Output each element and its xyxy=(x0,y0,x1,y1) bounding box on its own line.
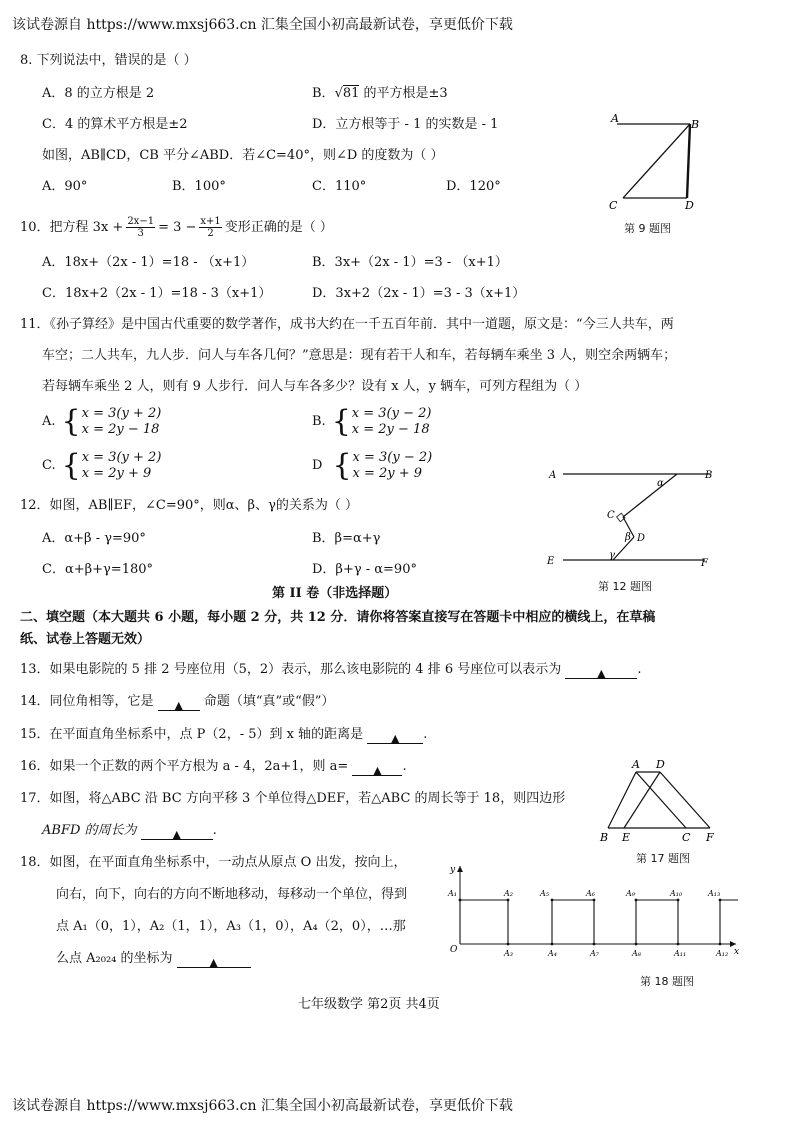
q18-point-label: A₁ xyxy=(448,889,457,898)
q10-option-a: A．18x+（2x - 1）=18 - （x+1） xyxy=(42,255,255,270)
q17-line-2 xyxy=(42,822,217,840)
q11-option-d-label: D xyxy=(312,458,323,473)
q17-label-c: C xyxy=(682,831,691,844)
q9-stem: 如图，AB∥CD，CB 平分∠ABD．若∠C=40°，则∠D 的度数为（ ） xyxy=(42,148,444,163)
q10-option-d: D．3x+2（2x - 1）=3 - 3（x+1） xyxy=(312,286,526,301)
q17-figure xyxy=(594,756,720,844)
q18-point xyxy=(719,899,722,902)
q18-label-x: x xyxy=(734,947,740,957)
q9-label-d: D xyxy=(685,199,694,210)
q12-label-a: A xyxy=(549,470,557,481)
q18-caption: 第 18 题图 xyxy=(640,975,694,988)
q10-stem-pre: 10．把方程 3x + xyxy=(20,219,124,235)
brace-symbol: { xyxy=(332,448,352,483)
q10-frac2-num: x+1 xyxy=(200,216,221,227)
q12-option-b: B．β=α+γ xyxy=(312,531,381,546)
q11-d-eq1: x = 3(y − 2) xyxy=(352,450,433,465)
q8-option-b-radicand: 81 xyxy=(342,86,360,101)
q11-option-c-system xyxy=(82,450,162,482)
q18-point-label: A₁₁ xyxy=(674,949,687,958)
q12-stem: 12．如图，AB∥EF，∠C=90°，则α、β、γ的关系为（ ） xyxy=(20,498,358,513)
q18-point xyxy=(551,899,554,902)
brace-symbol: { xyxy=(61,448,81,483)
q9-figure xyxy=(605,110,715,210)
q16-text-end: . xyxy=(402,759,407,774)
q18-point-label: A₄ xyxy=(548,949,557,958)
q9-option-c: C．110° xyxy=(312,179,367,194)
q12-label-e: E xyxy=(547,556,555,567)
q11-option-b-label: B. xyxy=(312,414,326,429)
q18-line-1: 18．如图，在平面直角坐标系中，一动点从原点 O 出发，按向上， xyxy=(20,855,407,870)
page-number: 七年级数学 第2页 共4页 xyxy=(298,997,440,1012)
q15-text-end: . xyxy=(423,727,428,742)
q14-text: 14．同位角相等，它是 xyxy=(20,694,154,709)
q12-label-f: F xyxy=(701,558,708,569)
q8-option-d: D．立方根等于 - 1 的实数是 - 1 xyxy=(312,117,499,132)
q9-label-b: B xyxy=(691,118,700,131)
q12-option-d: D．β+γ - α=90° xyxy=(312,562,417,577)
q18-point xyxy=(507,899,510,902)
q11-a-eq2: x = 2y − 18 xyxy=(81,422,160,437)
q17-label-d: D xyxy=(656,758,665,771)
q9-option-d: D．120° xyxy=(446,179,501,194)
q18-line-4 xyxy=(56,950,251,968)
q18-point-label: A₁₀ xyxy=(670,889,683,898)
q9-option-b: B．100° xyxy=(172,179,226,194)
q11-b-eq1: x = 3(y − 2) xyxy=(351,406,432,421)
q11-option-d-system xyxy=(353,450,433,482)
answer-marker-icon: ▲ xyxy=(174,699,183,712)
answer-marker-icon: ▲ xyxy=(172,828,181,841)
q10-frac2-den: 2 xyxy=(207,228,214,239)
q8-option-c: C．4 的算术平方根是±2 xyxy=(42,117,188,132)
q10-stem-post: 变形正确的是（ ） xyxy=(224,219,333,235)
q10-frac1-den: 3 xyxy=(137,228,144,239)
section-2-instructions-1: 二、填空题（本大题共 6 小题，每小题 2 分，共 12 分．请你将答案直接写在答题卡中相应的横线上，在草稿 xyxy=(20,610,656,625)
answer-marker-icon: ▲ xyxy=(373,764,382,777)
q17-line-1: 17．如图，将△ABC 沿 BC 方向平移 3 个单位得△DEF，若△ABC 的周长等于 18，则四边形 xyxy=(20,791,566,806)
section-2-title: 第 II 卷（非选择题） xyxy=(272,586,398,601)
q18-point xyxy=(635,943,638,946)
q18-bottom-labels xyxy=(503,943,728,958)
q9-option-a: A．90° xyxy=(42,179,88,194)
q17-label-b: B xyxy=(600,831,609,844)
q18-point xyxy=(593,899,596,902)
q18-point xyxy=(677,899,680,902)
q12-label-beta: β xyxy=(625,532,631,543)
q11-c-eq2: x = 2y + 9 xyxy=(81,466,152,481)
brace-symbol: { xyxy=(61,404,81,439)
q16-text: 16．如果一个正数的两个平方根为 a - 4，2a+1，则 a= xyxy=(20,759,349,774)
brace-symbol: { xyxy=(331,404,351,439)
q16-answer-blank xyxy=(352,761,402,776)
q18-figure xyxy=(446,862,746,962)
q10-option-b: B．3x+（2x - 1）=3 - （x+1） xyxy=(312,255,508,270)
q8-option-b-label: B． xyxy=(312,86,335,101)
q12-label-d: D xyxy=(637,533,646,544)
q18-point-label: A₂ xyxy=(504,889,513,898)
q18-point xyxy=(551,943,554,946)
q12-figure xyxy=(545,462,720,574)
q11-option-a-label: A. xyxy=(42,414,56,429)
q11-line-3: 若每辆车乘坐 2 人，则有 9 人步行．问人与车各多少？设有 x 人，y 辆车，可列方程组为（ ） xyxy=(42,379,588,394)
q11-a-eq1: x = 3(y + 2) xyxy=(81,406,162,421)
q18-point-label: A₇ xyxy=(590,949,599,958)
q14 xyxy=(20,693,334,711)
answer-marker-icon: ▲ xyxy=(597,667,606,680)
q10-stem xyxy=(20,216,333,239)
q13-answer-blank xyxy=(565,664,637,679)
q13 xyxy=(20,661,642,679)
q18-point-label: A₁₃ xyxy=(708,889,721,898)
q17-caption: 第 17 题图 xyxy=(636,852,690,865)
page-footer: 该试卷源自 https://www.mxsj663.cn 汇集全国小初高最新试卷，享更低价下载 xyxy=(12,1098,513,1114)
answer-marker-icon: ▲ xyxy=(391,732,400,745)
q18-point-label: A₈ xyxy=(632,949,641,958)
q9-label-c: C xyxy=(609,199,618,210)
section-2-instructions-2: 纸、试卷上答题无效） xyxy=(20,632,151,647)
q8-option-b-text: 的平方根是±3 xyxy=(359,86,448,101)
q18-point-label: A₃ xyxy=(504,949,513,958)
q17-label-e: E xyxy=(622,831,631,844)
q8-option-b xyxy=(312,85,448,103)
q15-text: 15．在平面直角坐标系中，点 P（2，- 5）到 x 轴的距离是 xyxy=(20,727,364,742)
q15 xyxy=(20,726,427,744)
q12-option-c: C．α+β+γ=180° xyxy=(42,562,154,577)
q18-point-label: A₁₂ xyxy=(716,949,729,958)
q9-caption: 第 9 题图 xyxy=(624,222,671,235)
q11-line-2: 车空；二人共车，九人步．问人与车各几何？”意思是：现有若干人和车，若每辆车乘坐 3 人，则空余两辆车； xyxy=(42,348,677,363)
q18-point xyxy=(677,943,680,946)
q12-label-c: C xyxy=(607,510,615,521)
q18-point xyxy=(719,943,722,946)
q18-point-label: A₉ xyxy=(626,889,635,898)
q18-answer-blank xyxy=(177,953,251,968)
q12-label-gamma: γ xyxy=(609,550,615,561)
q18-point-label: A₆ xyxy=(586,889,595,898)
q18-line-3: 点 A₁（0，1），A₂（1，1），A₃（1，0），A₄（2，0），…那 xyxy=(56,919,406,934)
q12-label-b: B xyxy=(705,470,713,481)
q16 xyxy=(20,758,407,776)
answer-marker-icon: ▲ xyxy=(209,956,218,969)
q14-answer-blank xyxy=(158,696,200,711)
q11-c-eq1: x = 3(y + 2) xyxy=(81,450,162,465)
sqrt-symbol: √ xyxy=(334,86,343,101)
q10-stem-mid: = 3 − xyxy=(158,219,197,235)
q13-text-end: . xyxy=(637,662,642,677)
q17-label-f: F xyxy=(706,831,714,844)
q11-line-1: 11．《孙子算经》是中国古代重要的数学著作，成书大约在一千五百年前．其中一道题，原文是：“今三人共车，两 xyxy=(20,317,674,332)
q12-option-a: A．α+β - γ=90° xyxy=(42,531,146,546)
q10-option-c: C．18x+2（2x - 1）=18 - 3（x+1） xyxy=(42,286,272,301)
q11-option-b-system xyxy=(352,406,432,438)
q14-text-end: 命题（填“真”或“假”） xyxy=(203,694,335,709)
q18-text: 么点 A₂₀₂₄ 的坐标为 xyxy=(56,951,173,966)
q17-answer-blank xyxy=(141,825,213,840)
q18-point xyxy=(459,899,462,902)
q11-option-d xyxy=(312,450,432,482)
q13-text: 13．如果电影院的 5 排 2 号座位用（5，2）表示，那么该电影院的 4 排 6 号座位可以表示为 xyxy=(20,662,562,677)
q15-answer-blank xyxy=(367,729,423,744)
q11-d-eq2: x = 2y + 9 xyxy=(352,466,423,481)
q8-stem: 8. 下列说法中，错误的是（ ） xyxy=(20,53,197,68)
q18-point xyxy=(635,899,638,902)
q11-option-c-label: C. xyxy=(42,458,56,473)
q18-point xyxy=(593,943,596,946)
q9-label-a: A xyxy=(611,112,619,125)
q12-label-alpha: α xyxy=(657,478,664,489)
q18-point-label: A₅ xyxy=(540,889,549,898)
q11-b-eq2: x = 2y − 18 xyxy=(351,422,430,437)
q11-option-c xyxy=(42,450,161,482)
page-header: 该试卷源自 https://www.mxsj663.cn 汇集全国小初高最新试卷，享更低价下载 xyxy=(12,17,513,33)
q17-text-end: . xyxy=(212,823,217,838)
q10-frac1-num: 2x−1 xyxy=(127,216,155,227)
q18-line-2: 向右，向下，向右的方向不断地移动，每移动一个单位，得到 xyxy=(56,887,408,902)
q17-label-a: A xyxy=(632,758,640,771)
q8-option-a: A．8 的立方根是 2 xyxy=(42,86,155,101)
q18-label-o: O xyxy=(450,945,458,955)
q12-caption: 第 12 题图 xyxy=(598,580,652,593)
q11-option-a xyxy=(42,406,161,438)
q18-label-y: y xyxy=(450,865,456,875)
q10-fraction-1 xyxy=(126,216,155,239)
q17-text: ABFD 的周长为 xyxy=(42,823,137,838)
q11-option-a-system xyxy=(82,406,162,438)
q10-fraction-2 xyxy=(199,216,221,239)
q11-option-b xyxy=(312,406,431,438)
q18-point xyxy=(507,943,510,946)
